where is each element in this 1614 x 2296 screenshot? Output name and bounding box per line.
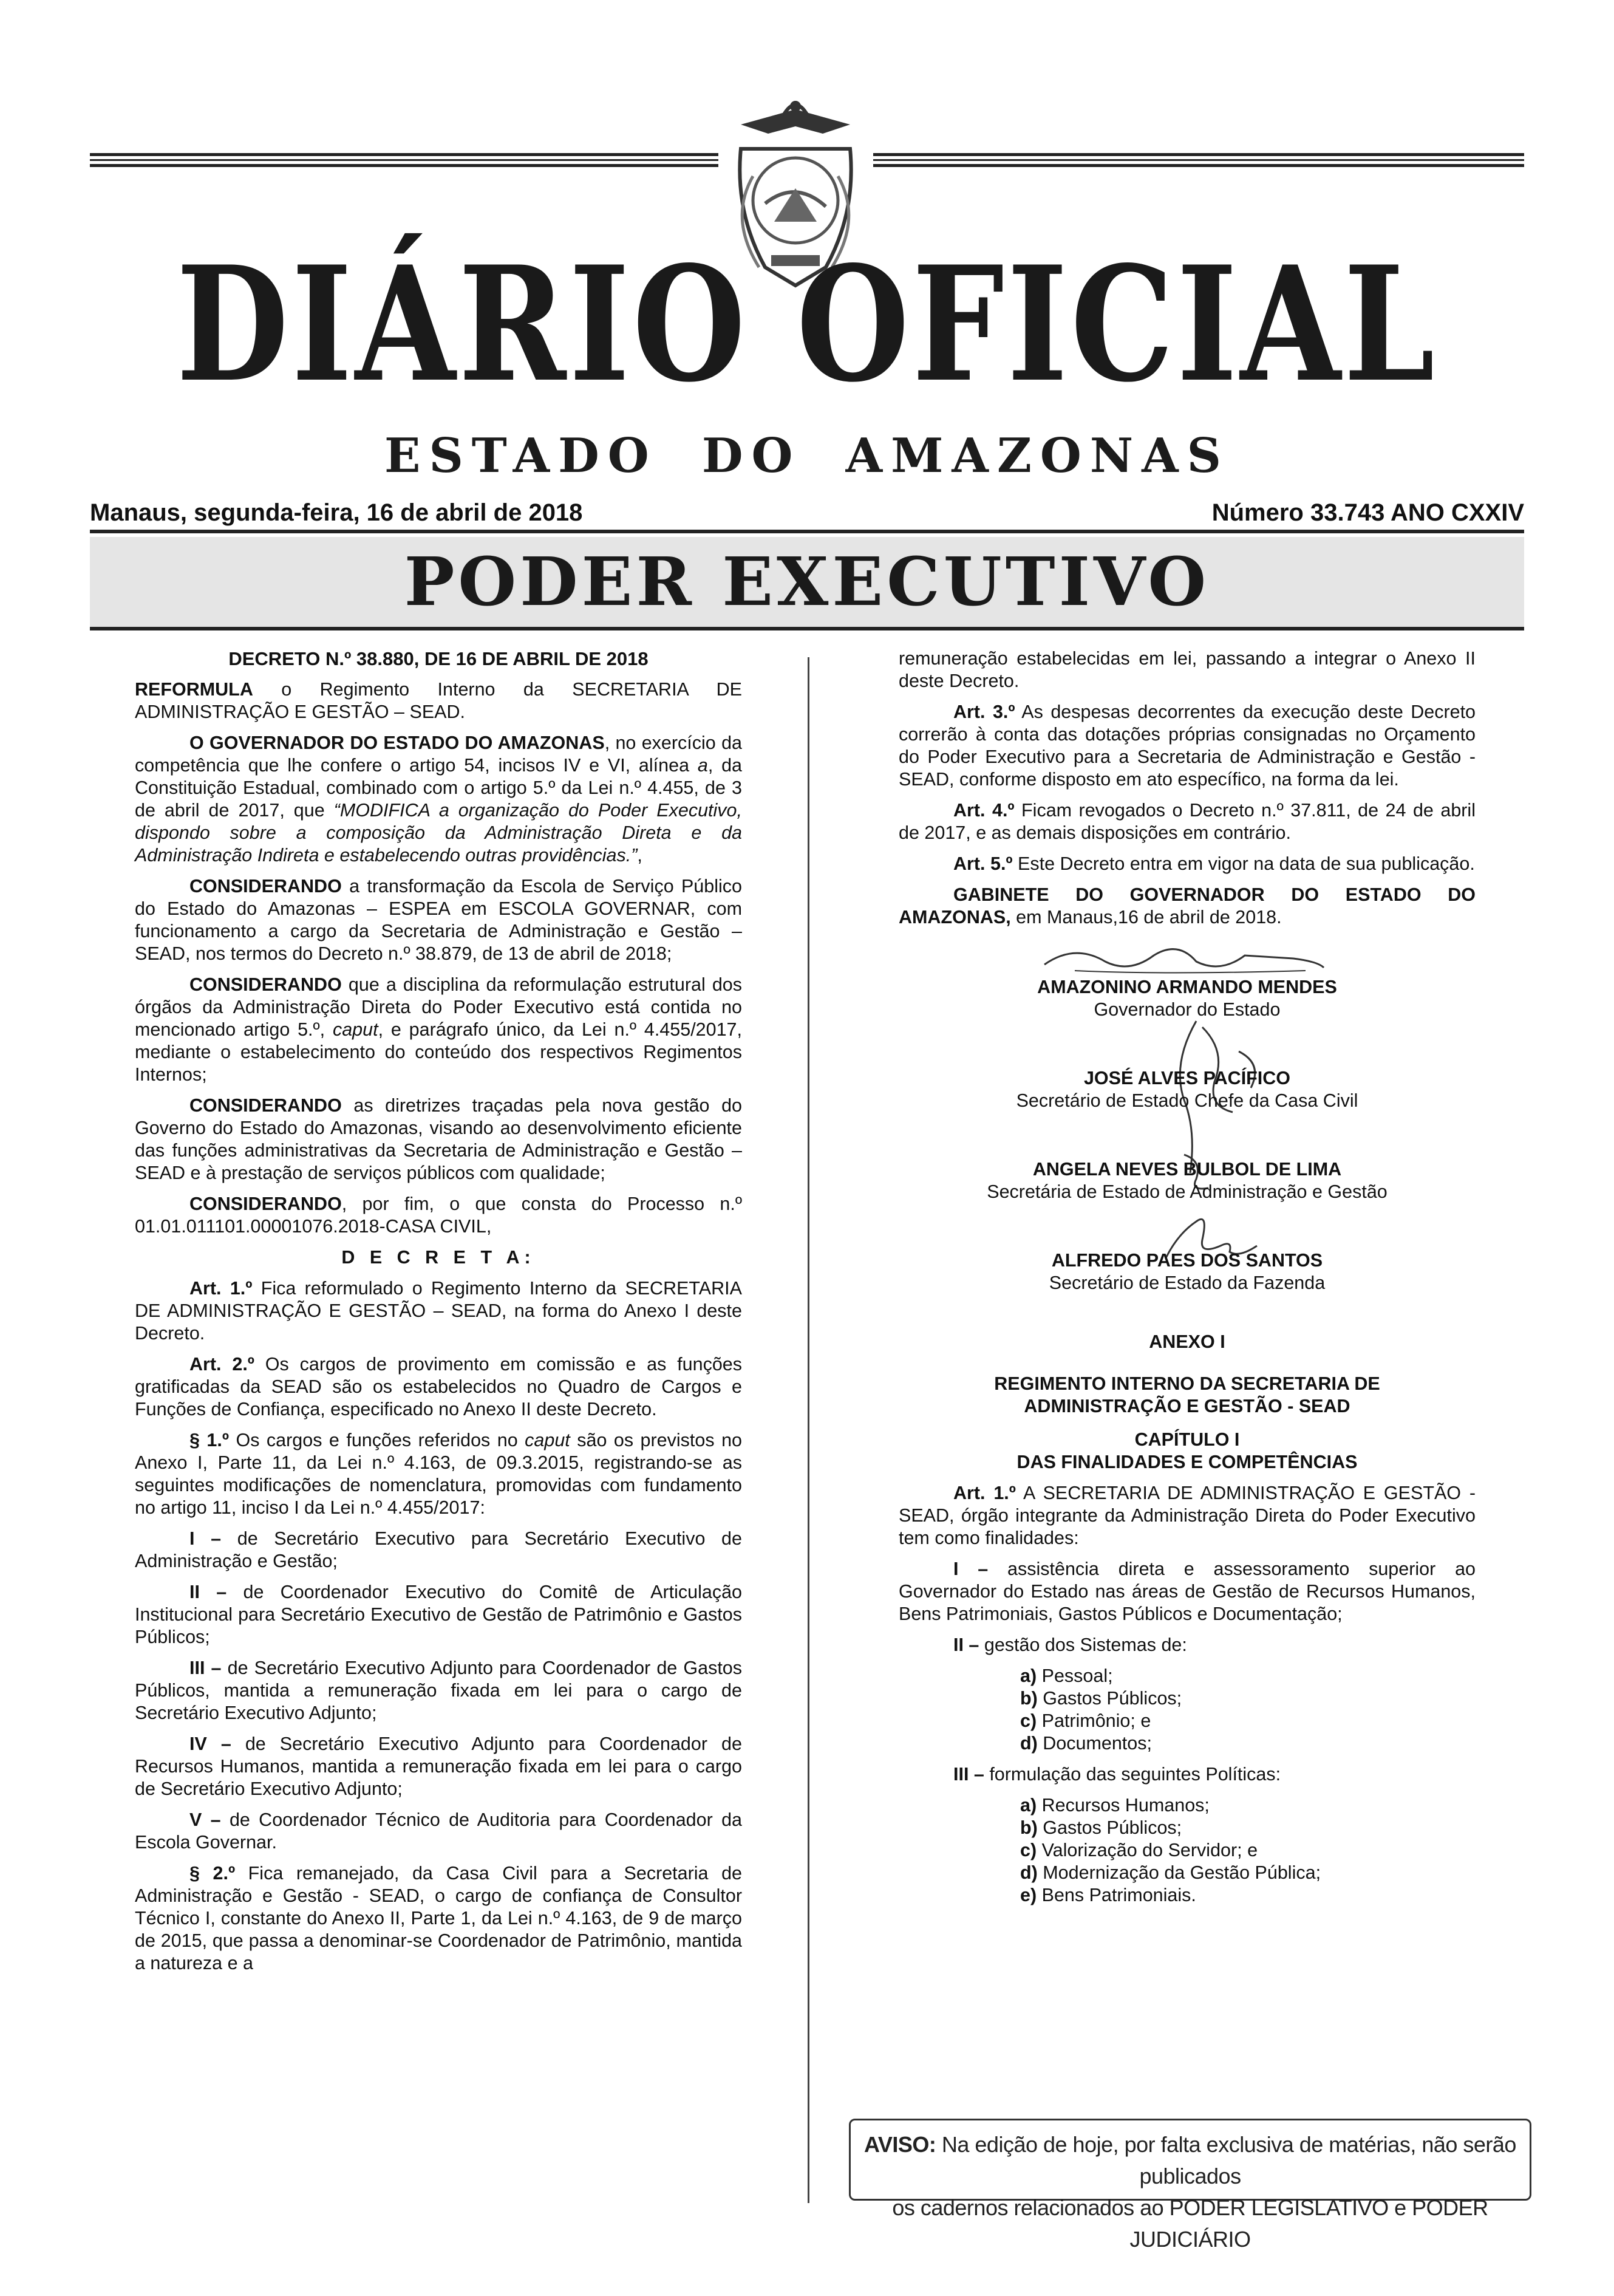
considerando-text-2: , e parágrafo único, da Lei n.º 4.455/2017, mediante o estabelecimento do conteúdo dos respectivos Regimentos Internos; (135, 1019, 742, 1085)
article-label: Art. 1.º (189, 1278, 253, 1299)
considerando-text: , por fim, o que consta do Processo n.º 01.01.011101.00001076.2018-CASA CIVIL, (135, 1194, 742, 1237)
inciso-label: I – (953, 1559, 989, 1579)
list-text: Gastos Públicos; (1037, 1688, 1182, 1709)
article-5 (899, 853, 1476, 875)
regimento-title-line-1: REGIMENTO INTERNO DA SECRETARIA DE (994, 1373, 1380, 1394)
considerando-bold: CONSIDERANDO (189, 1095, 342, 1116)
paragraph-1 (135, 1429, 742, 1519)
paragraph-label: § 2.º (189, 1863, 236, 1884)
inciso-text: gestão dos Sistemas de: (979, 1635, 1187, 1655)
aviso-notice (849, 2119, 1531, 2252)
signature-mark (1038, 937, 1330, 980)
column-divider (808, 657, 809, 2203)
decree-ementa (135, 678, 742, 723)
list-letter: b) (1020, 1688, 1038, 1709)
list-item (1020, 1862, 1476, 1884)
inciso-text: de Coordenador Técnico de Auditoria para Coordenador da Escola Governar. (135, 1809, 742, 1853)
inciso-3 (135, 1657, 742, 1724)
inciso-label: II – (953, 1635, 979, 1655)
list-text: Pessoal; (1037, 1666, 1113, 1686)
finalidade-2 (899, 1634, 1476, 1656)
article-text: As despesas decorrentes da execução deste Decreto correrão à conta das dotações próprias consignadas no Orçamento do Poder Executivo para a Secretaria de Administração e Gestão - SEAD, conforme disposto em ato específico, na forma da lei. (899, 702, 1476, 790)
aviso-text: Na edição de hoje, por falta exclusiva de matérias, não serão publicados (936, 2132, 1516, 2188)
inciso-label: I – (189, 1528, 222, 1549)
list-text: Patrimônio; e (1037, 1710, 1151, 1731)
considerando-bold: CONSIDERANDO (189, 974, 342, 995)
gabinete-bold: GABINETE DO GOVERNADOR DO ESTADO DO AMAZONAS, (899, 884, 1476, 928)
article-text: Fica reformulado o Regimento Interno da SECRETARIA DE ADMINISTRAÇÃO E GESTÃO – SEAD, na forma do Anexo I deste Decreto. (135, 1278, 742, 1344)
article-2 (135, 1353, 742, 1421)
inciso-5 (135, 1809, 742, 1854)
paragraph-2 (135, 1862, 742, 1975)
inciso-text: assistência direta e assessoramento superior ao Governador do Estado nas áreas de Gestão de Recursos Humanos, Bens Patrimoniais, Gastos Públicos e Documentação; (899, 1559, 1476, 1624)
article-label: Art. 5.º (953, 853, 1013, 874)
inciso-label: V – (189, 1809, 221, 1830)
signature-space (899, 1203, 1476, 1249)
signature-block-2 (899, 1067, 1476, 1112)
ementa-text: o Regimento Interno da SECRETARIA DE ADMINISTRAÇÃO E GESTÃO – SEAD. (135, 679, 742, 722)
aviso-line-1 (851, 2129, 1530, 2192)
article-3 (899, 701, 1476, 791)
section-heading: PODER EXECUTIVO (90, 537, 1524, 627)
signatory-name: AMAZONINO ARMANDO MENDES (1037, 977, 1337, 997)
article-4 (899, 799, 1476, 844)
paragraph-italic: caput (525, 1430, 570, 1450)
article-text: Ficam revogados o Decreto n.º 37.811, de 24 de abril de 2017, e as demais disposições em contrário. (899, 800, 1476, 843)
considerando-bold: CONSIDERANDO (189, 1194, 342, 1214)
preamble-alinea: a (697, 755, 708, 776)
signature-space (899, 937, 1476, 976)
signatory-role: Secretário de Estado Chefe da Casa Civil (1016, 1090, 1358, 1111)
masthead-rule-right (873, 153, 1524, 169)
article-label: Art. 1.º (953, 1483, 1016, 1503)
list-item (1020, 1839, 1476, 1862)
signature-space (899, 1021, 1476, 1067)
list-item (1020, 1665, 1476, 1687)
signature-block-3 (899, 1158, 1476, 1203)
section-rule-top (90, 530, 1524, 533)
list-item (1020, 1710, 1476, 1732)
article-1 (135, 1277, 742, 1345)
finalidade-1 (899, 1558, 1476, 1625)
preamble-end: , (637, 845, 642, 866)
left-column (135, 647, 742, 1983)
article-label: Art. 3.º (953, 702, 1015, 722)
list-letter: c) (1020, 1840, 1037, 1860)
inciso-2 (135, 1581, 742, 1649)
preamble-italic: “MODIFICA a organização do Poder Executivo, dispondo sobre a composição da Administração Direta e da Administração Indireta e estabelecendo outras providências.” (135, 800, 742, 866)
list-text: Bens Patrimoniais. (1037, 1885, 1196, 1905)
continuation-text: remuneração estabelecidas em lei, passando a integrar o Anexo II deste Decreto. (899, 648, 1476, 691)
right-column (899, 647, 1476, 1915)
list-item (1020, 1817, 1476, 1839)
chapter-subtitle: DAS FINALIDADES E COMPETÊNCIAS (1016, 1452, 1358, 1472)
signature-block-4 (899, 1249, 1476, 1294)
preamble-text: , no exercício da competência que lhe confere o artigo 54, incisos IV e VI, alínea (135, 733, 742, 776)
publication-date: Manaus, segunda-feira, 16 de abril de 2018 (90, 499, 583, 526)
list-item (1020, 1732, 1476, 1755)
paragraph-text: Os cargos e funções referidos no (229, 1430, 525, 1450)
signatory-name: ALFREDO PAES DOS SANTOS (1051, 1250, 1323, 1271)
list-text: Valorização do Servidor; e (1037, 1840, 1258, 1860)
signature-block-1 (899, 976, 1476, 1021)
signatory-role: Governador do Estado (1094, 999, 1281, 1020)
inciso-4 (135, 1733, 742, 1800)
newspaper-title: DIÁRIO OFICIAL (176, 232, 1438, 417)
list-letter: d) (1020, 1733, 1038, 1754)
list-letter: c) (1020, 1710, 1037, 1731)
list-text: Modernização da Gestão Pública; (1037, 1862, 1321, 1883)
considerando-text: a transformação da Escola de Serviço Público do Estado do Amazonas – ESPEA em ESCOLA GOVERNAR, com funcionamento a cargo da Secretaria de Administração e Gestão – SEAD, nos termos do Decreto n.º 38.879, de 13 de abril de 2018; (135, 876, 742, 964)
list-letter: e) (1020, 1885, 1037, 1905)
signatory-role: Secretário de Estado da Fazenda (1049, 1273, 1326, 1293)
preamble (135, 732, 742, 867)
decree-title: DECRETO N.º 38.880, DE 16 DE ABRIL DE 2018 (228, 648, 649, 669)
decreta-heading: D E C R E T A: (341, 1247, 536, 1268)
issue-number: Número 33.743 ANO CXXIV (1211, 499, 1524, 526)
preamble-text-2: , da Constituição Estadual, combinado com o artigo 5.º da Lei n.º 4.455, de 3 de abril de 2017, que (135, 755, 743, 821)
ementa-bold: REFORMULA (135, 679, 253, 700)
paragraph-text: Fica remanejado, da Casa Civil para a Secretaria de Administração e Gestão - SEAD, o cargo de confiança de Consultor Técnico I, constante do Anexo II, Parte 1, da Lei n.º 4.163, de 9 de março de 2015, que passa a denominar-se Coordenador de Patrimônio, mantida a natureza e a (135, 1863, 743, 1973)
considerando-bold: CONSIDERANDO (189, 876, 342, 897)
list-letter: d) (1020, 1862, 1038, 1883)
inciso-label: III – (189, 1658, 222, 1678)
inciso-text: de Secretário Executivo para Secretário Executivo de Administração e Gestão; (135, 1528, 742, 1571)
gabinete-line (899, 884, 1476, 929)
article-label: Art. 2.º (189, 1354, 254, 1375)
sistemas-list (1020, 1665, 1476, 1755)
paragraph-text-2: são os previstos no Anexo I, Parte 11, da Lei n.º 4.163, de 09.3.2015, registrando-se as seguintes modificações de nomenclatura, promovidas com fundamento no artigo 11, inciso I da Lei n.º 4.455/2017: (135, 1430, 742, 1518)
regimento-title-line-2: ADMINISTRAÇÃO E GESTÃO - SEAD (1024, 1396, 1350, 1416)
list-letter: a) (1020, 1666, 1037, 1686)
list-text: Recursos Humanos; (1037, 1795, 1210, 1816)
inciso-text: formulação das seguintes Políticas: (984, 1764, 1281, 1785)
aviso-label: AVISO: (864, 2132, 936, 2157)
politicas-list (1020, 1794, 1476, 1907)
considerando-2 (135, 974, 742, 1086)
inciso-label: IV – (189, 1734, 231, 1754)
considerando-3 (135, 1095, 742, 1184)
signatory-name: ANGELA NEVES BULBOL DE LIMA (1032, 1159, 1342, 1180)
considerando-text: que a disciplina da reformulação estrutural dos órgãos da Administração Direta do Poder Executivo está contida no mencionado artigo 5.º, (135, 974, 742, 1040)
inciso-1 (135, 1528, 742, 1573)
signature-space (899, 1112, 1476, 1158)
list-text: Gastos Públicos; (1037, 1817, 1182, 1838)
list-text: Documentos; (1037, 1733, 1152, 1754)
inciso-text: de Secretário Executivo Adjunto para Coordenador de Gastos Públicos, mantida a remuneração fixada em lei para o cargo de Secretário Executivo Adjunto; (135, 1658, 743, 1723)
inciso-text: de Coordenador Executivo do Comitê de Articulação Institucional para Secretário Executivo de Gestão de Patrimônio e Gastos Públicos; (135, 1582, 743, 1647)
list-item (1020, 1884, 1476, 1907)
inciso-label: II – (189, 1582, 227, 1602)
anexo-title: ANEXO I (1149, 1331, 1225, 1352)
anexo-article-1 (899, 1482, 1476, 1549)
signatory-name: JOSÉ ALVES PACÍFICO (1083, 1068, 1291, 1088)
signatory-role: Secretária de Estado de Administração e Gestão (987, 1181, 1388, 1202)
preamble-bold: O GOVERNADOR DO ESTADO DO AMAZONAS (189, 733, 605, 753)
considerando-4 (135, 1193, 742, 1238)
newspaper-subtitle: ESTADO DO AMAZONAS (384, 428, 1230, 483)
article-text: Os cargos de provimento em comissão e as funções gratificadas da SEAD são os estabelecidos no Quadro de Cargos e Funções de Confiança, especificado no Anexo II deste Decreto. (135, 1354, 743, 1420)
list-item (1020, 1794, 1476, 1817)
list-letter: b) (1020, 1817, 1038, 1838)
section-rule-bottom (90, 627, 1524, 630)
inciso-text: de Secretário Executivo Adjunto para Coordenador de Recursos Humanos, mantida a remuneração fixada em lei para o cargo de Secretário Executivo Adjunto; (135, 1734, 742, 1799)
paragraph-label: § 1.º (189, 1430, 230, 1450)
article-label: Art. 4.º (953, 800, 1015, 821)
considerando-text: as diretrizes traçadas pela nova gestão do Governo do Estado do Amazonas, visando ao desenvolvimento eficiente das funções administrativas da Secretaria de Administração e Gestão – SEAD e à prestação de serviços públicos com qualidade; (135, 1095, 742, 1183)
considerando-italic: caput (332, 1019, 378, 1040)
finalidade-3 (899, 1763, 1476, 1786)
article-text: Este Decreto entra em vigor na data de sua publicação. (1012, 853, 1475, 874)
chapter-title: CAPÍTULO I (1134, 1429, 1240, 1450)
aviso-line-2: os cadernos relacionados ao PODER LEGISLATIVO e PODER JUDICIÁRIO (892, 2195, 1488, 2252)
considerando-1 (135, 875, 742, 965)
list-letter: a) (1020, 1795, 1037, 1816)
article-text: A SECRETARIA DE ADMINISTRAÇÃO E GESTÃO - SEAD, órgão integrante da Administração Direta do Poder Executivo tem como finalidades: (899, 1483, 1476, 1548)
masthead-rule-left (90, 153, 718, 169)
gabinete-text: em Manaus,16 de abril de 2018. (1010, 907, 1282, 928)
inciso-label: III – (953, 1764, 984, 1785)
list-item (1020, 1687, 1476, 1710)
